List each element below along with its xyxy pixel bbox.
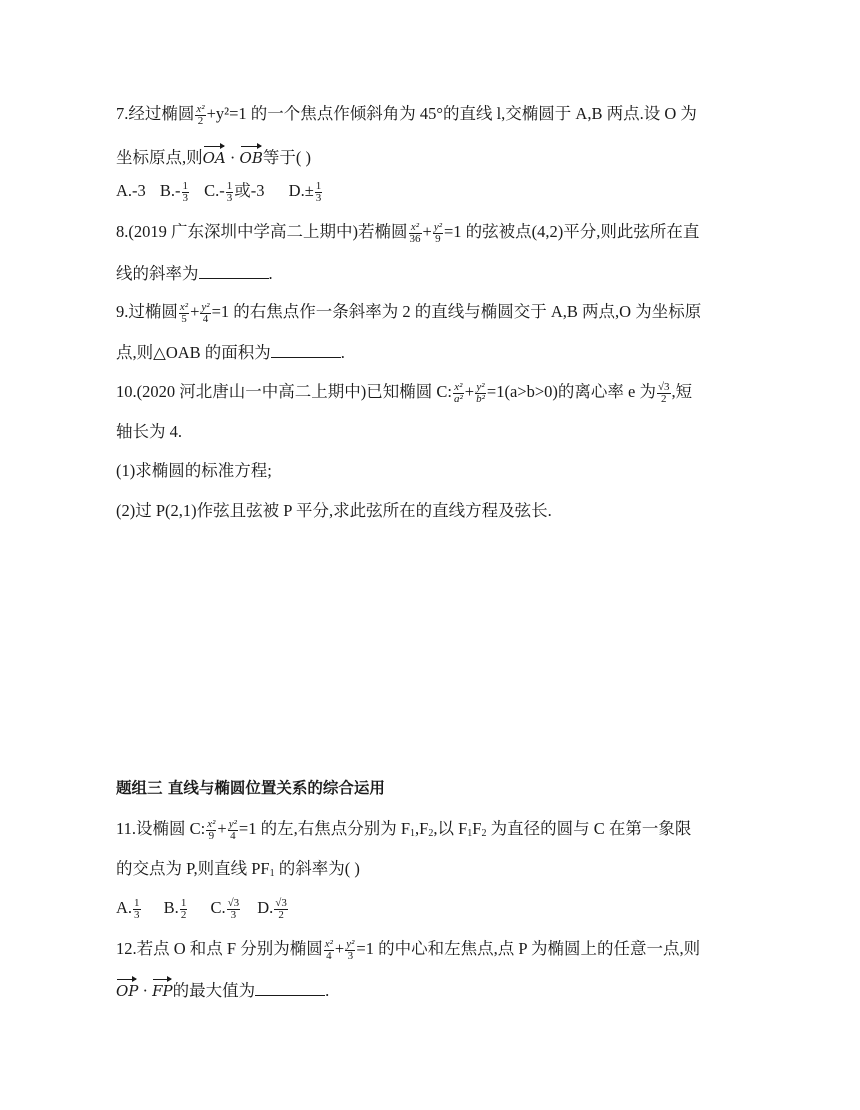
answer-blank bbox=[199, 262, 269, 279]
vector-ob: OB bbox=[240, 144, 263, 169]
q7-line1 bbox=[116, 103, 697, 127]
q7-text: +y²=1 的一个焦点作倾斜角为 45°的直线 l,交椭圆于 A,B 两点.设 O 为 bbox=[206, 104, 697, 123]
q11-option-b: B. $\frac{1}{2}$ bbox=[163, 896, 187, 921]
q9-line2: 点,则△OAB 的面积为 . bbox=[116, 343, 345, 362]
q8-line1: 8.(2019 广东深圳中学高二上期中)若椭圆 $\frac{\text{x²}}{36}$ + $\frac{\text{y²}}{9}$ =1 的弦被点(4,2)平分,则此弦所在直 bbox=[116, 220, 700, 245]
q11-option-c: C. $\frac{√3}{3}$ bbox=[210, 896, 240, 921]
q10-line2: 轴长为 4. bbox=[116, 422, 182, 441]
q7-fraction: $\frac{\text{x²}}{2}$ bbox=[196, 102, 205, 127]
q11-line1: 11.设椭圆 C: $\frac{\text{x²}}{9}$ + $\frac{\text{y²}}{4}$ =1 的左,右焦点分别为 $F_1,F_2$,以 $F_1F_2$ 为直径的圆与 C 在第一象限 bbox=[116, 817, 692, 842]
vector-fp: FP bbox=[152, 977, 173, 1002]
vector-op: OP bbox=[116, 977, 138, 1002]
q7-option-b: B.- $\frac{1}{3}$ bbox=[159, 179, 189, 204]
q7-option-c: C.- $\frac{1}{3}$ 或-3 bbox=[204, 179, 265, 204]
q12-line2: OP · FP的最大值为 . bbox=[116, 977, 329, 1002]
q11-option-a: A. $\frac{1}{3}$ bbox=[116, 896, 140, 921]
q10-part2: (2)过 P(2,1)作弦且弦被 P 平分,求此弦所在的直线方程及弦长. bbox=[116, 501, 552, 520]
q9-line1: 9.过椭圆 $\frac{\text{x²}}{5}$ + $\frac{\text{y²}}{4}$ =1 的右焦点作一条斜率为 2 的直线与椭圆交于 A,B 两点,O 为坐标原 bbox=[116, 300, 702, 325]
q7-option-d: D.± $\frac{1}{3}$ bbox=[288, 179, 322, 204]
vector-oa: OA bbox=[203, 144, 226, 169]
q7-option-a: A.-3 bbox=[116, 181, 146, 200]
q7-text: 7.经过椭圆 bbox=[116, 104, 195, 123]
q7-options bbox=[116, 180, 333, 204]
answer-blank bbox=[255, 979, 325, 996]
answer-blank bbox=[271, 341, 341, 358]
q12-line1: 12.若点 O 和点 F 分别为椭圆 $\frac{\text{x²}}{4}$ + $\frac{\text{y²}}{3}$ =1 的中心和左焦点,点 P 为椭圆上的任意一点,则 bbox=[116, 937, 701, 962]
q11-line2: 的交点为 P,则直线 $PF_1$ 的斜率为( ) bbox=[116, 859, 360, 879]
section-heading: 题组三 直线与椭圆位置关系的综合运用 bbox=[116, 779, 385, 797]
q8-line2: 线的斜率为 . bbox=[116, 264, 273, 283]
q10-part1: (1)求椭圆的标准方程; bbox=[116, 461, 272, 480]
q11-options bbox=[116, 897, 299, 921]
q10-line1: 10.(2020 河北唐山一中高二上期中)已知椭圆 C: $\frac{\text{x²}}{\text{a²}}$ + $\frac{\text{y²}}{\text{b²}}$ =1(a>b>0)的离心率 e 为 $\frac{√3}{2}$ ,短 bbox=[116, 380, 693, 405]
q11-option-d: D. $\frac{√3}{2}$ bbox=[257, 896, 287, 921]
q7-line2: 坐标原点,则OA · OB等于( ) bbox=[116, 144, 311, 169]
